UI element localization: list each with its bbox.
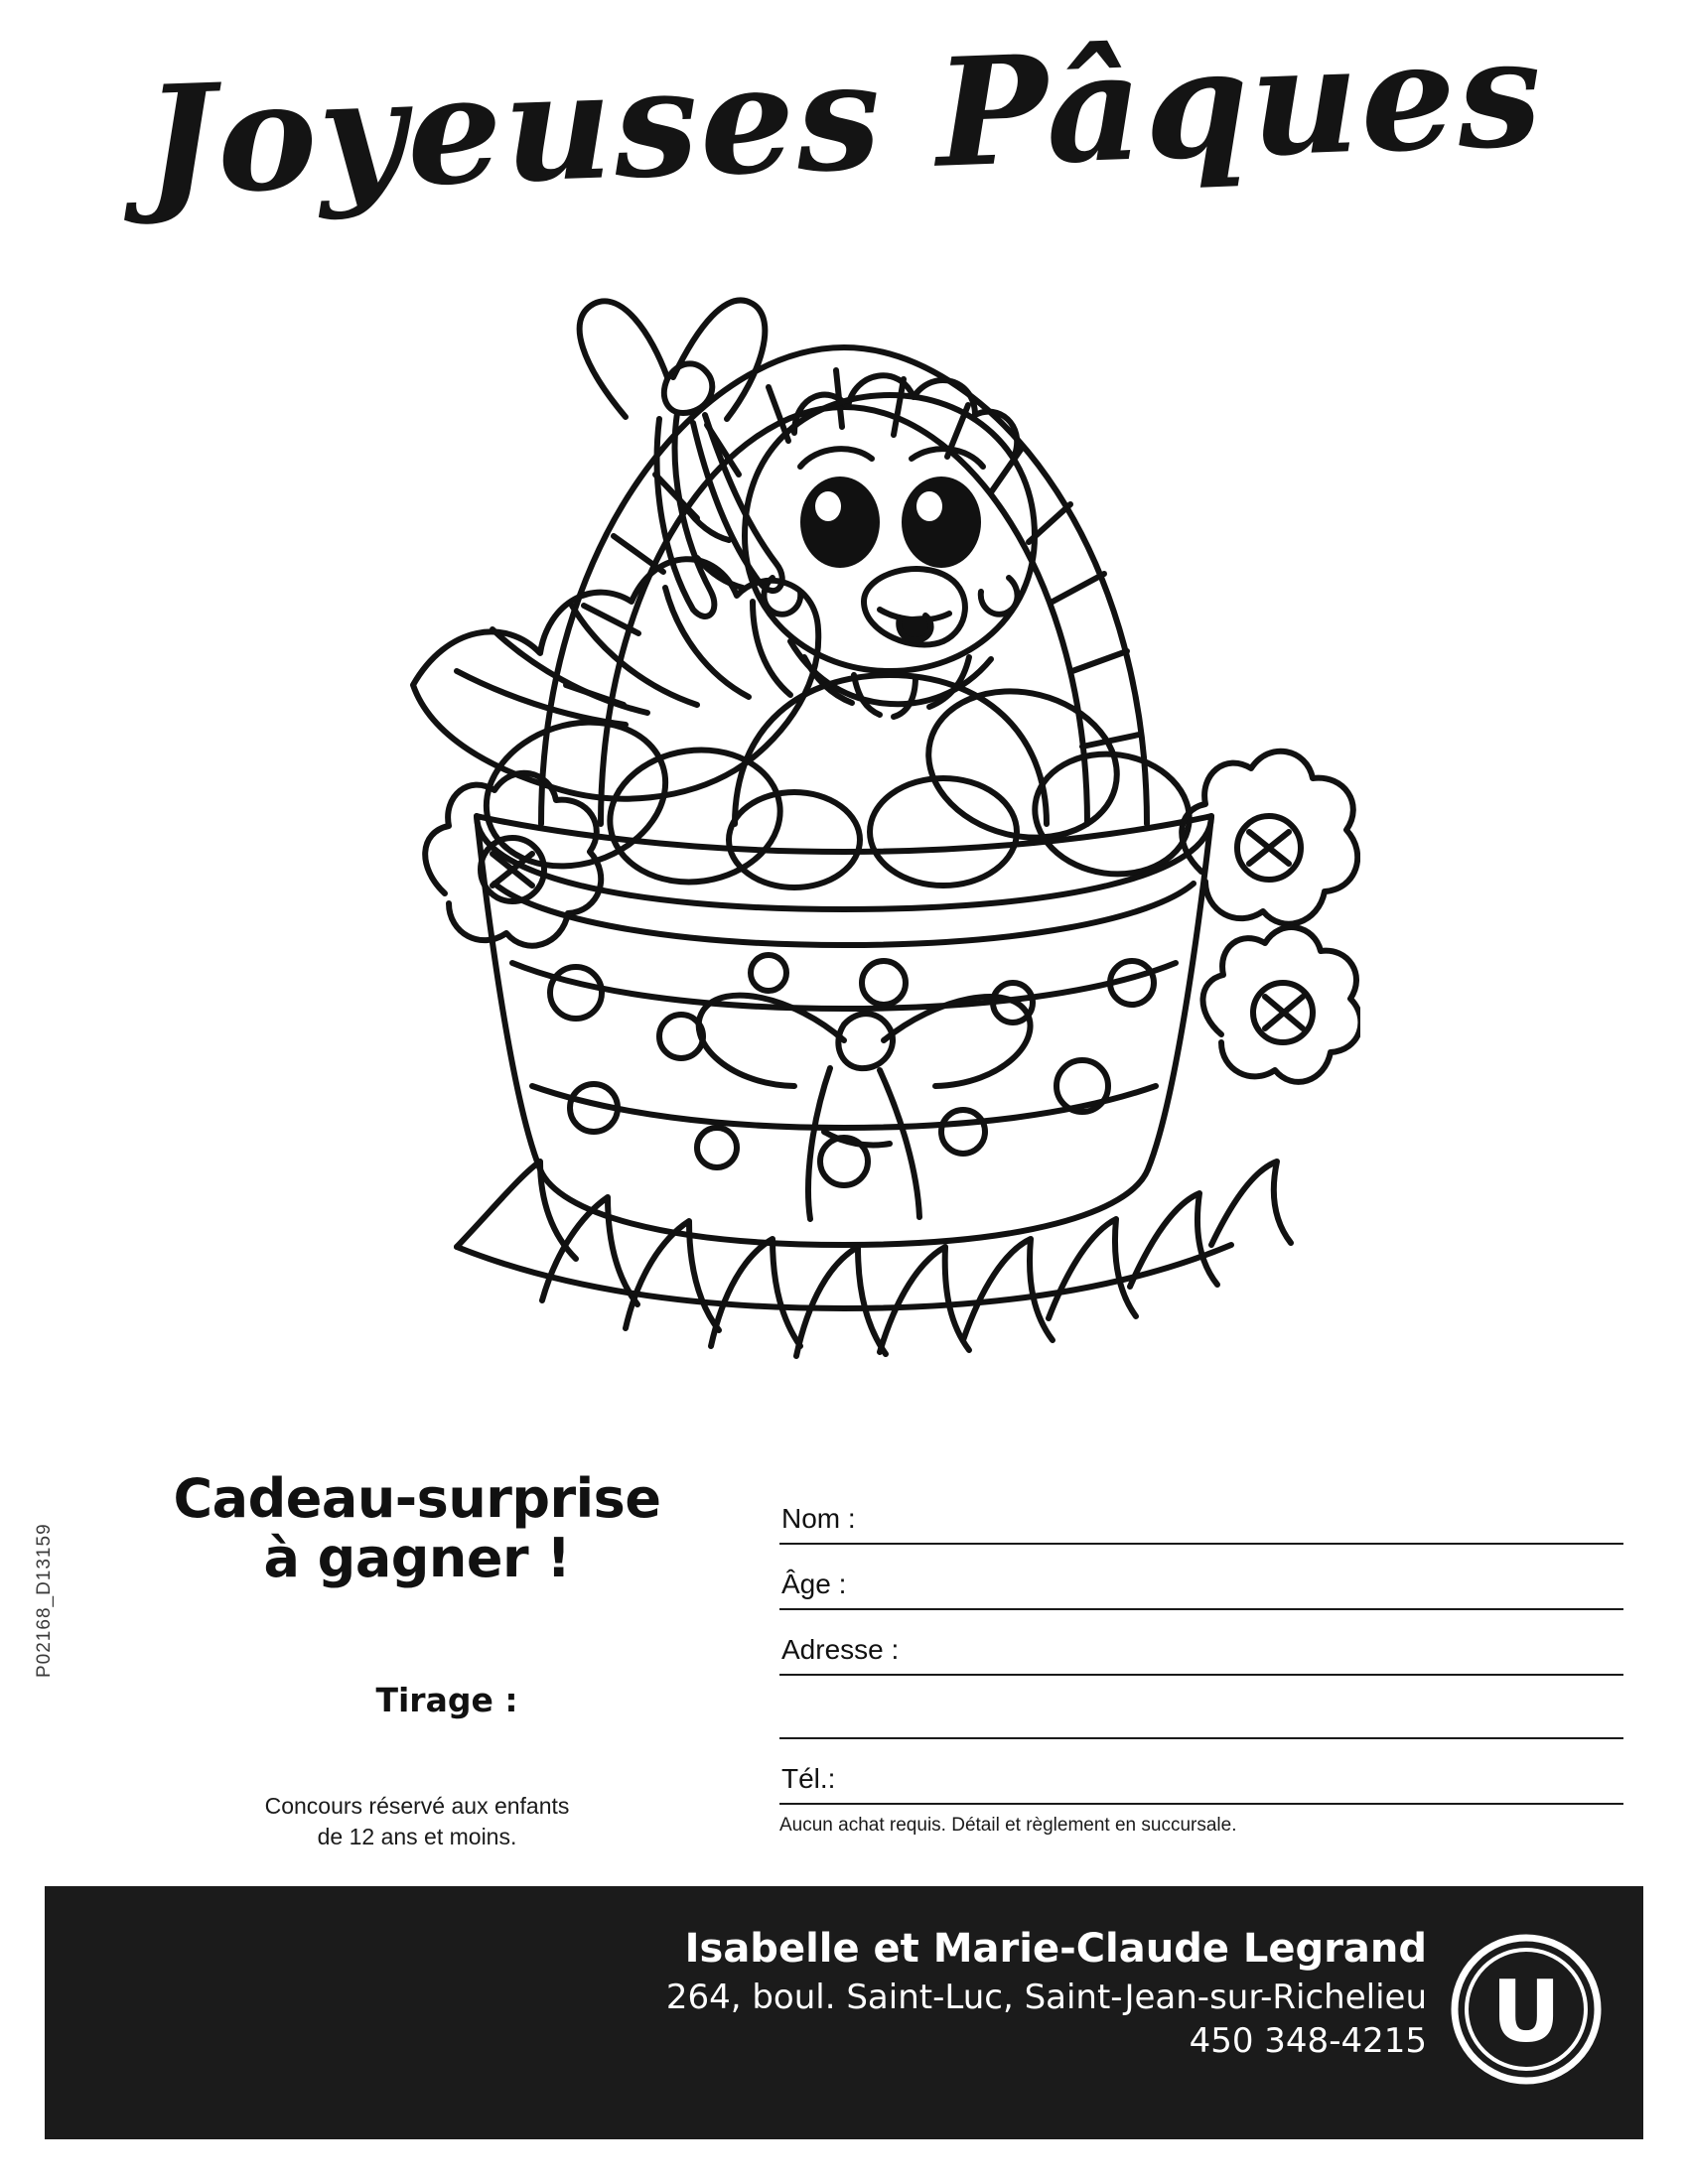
easter-chick-in-basket-illustration — [328, 208, 1360, 1439]
field-age-label: Âge : — [781, 1569, 847, 1599]
page-title: Joyeuses Pâques — [141, 5, 1547, 229]
promo-headline-line1: Cadeau-surprise — [173, 1467, 661, 1530]
uniprix-u-logo — [1451, 1934, 1602, 2085]
store-info — [666, 1926, 1427, 2061]
tirage-label: Tirage : — [375, 1680, 518, 1719]
store-address: 264, boul. Saint-Luc, Saint-Jean-sur-Richelieu — [665, 1978, 1427, 2017]
contest-fine-print — [109, 1791, 725, 1852]
entry-form — [779, 1479, 1623, 1837]
promo-headline — [109, 1469, 725, 1589]
promo-headline-line2: à gagner ! — [263, 1527, 571, 1590]
field-telephone-label: Tél.: — [781, 1763, 836, 1794]
fine-print-line2: de 12 ans et moins. — [317, 1823, 517, 1849]
svg-text:U: U — [1491, 1963, 1561, 2062]
store-name: Isabelle et Marie-Claude Legrand — [684, 1926, 1427, 1972]
field-nom[interactable] — [779, 1479, 1623, 1545]
field-telephone[interactable] — [779, 1739, 1623, 1805]
field-adresse[interactable] — [779, 1610, 1623, 1676]
field-adresse-line2[interactable] — [779, 1676, 1623, 1739]
store-footer-bar — [45, 1886, 1643, 2139]
field-age[interactable] — [779, 1545, 1623, 1610]
print-code: P02168_D13159 — [34, 1523, 55, 1678]
promo-block — [109, 1469, 725, 1852]
store-phone: 450 348-4215 — [1189, 2021, 1427, 2061]
form-legal-note: Aucun achat requis. Détail et règlement en succursale. — [779, 1815, 1237, 1836]
fine-print-line1: Concours réservé aux enfants — [264, 1792, 570, 1819]
field-adresse-label: Adresse : — [781, 1634, 900, 1665]
field-nom-label: Nom : — [781, 1503, 856, 1534]
